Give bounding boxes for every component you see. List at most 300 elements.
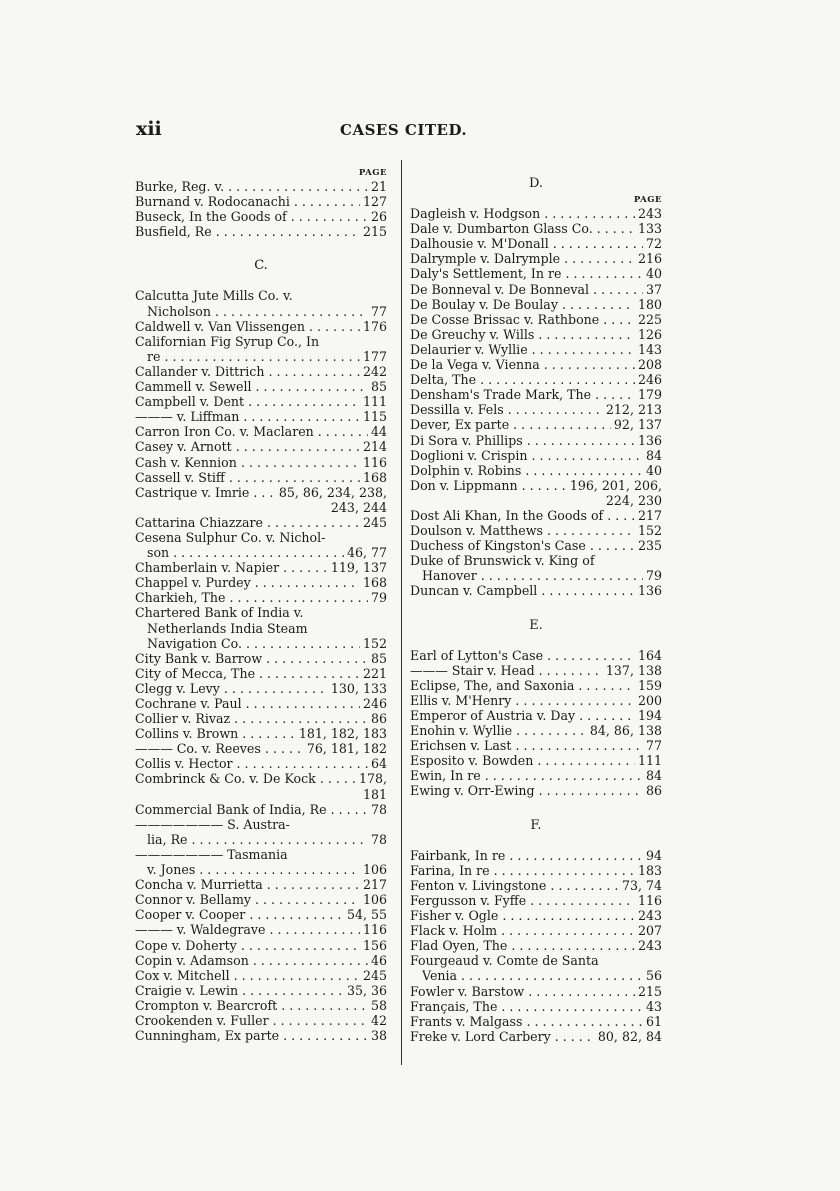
index-entry	[135, 741, 387, 756]
entry-page-refs: 116	[362, 454, 387, 470]
entry-case-name: ——— Stair v. Head . . .	[410, 663, 603, 678]
entry-page-refs: 215	[362, 224, 387, 240]
entry-page-refs: 221	[362, 665, 387, 681]
entry-page-refs: 84	[645, 447, 662, 463]
section-head-c: C.	[254, 258, 268, 274]
index-entry	[135, 194, 387, 209]
entry-page-refs: 80, 82, 84	[597, 1028, 662, 1044]
left-column	[135, 168, 387, 1043]
index-entry	[410, 282, 662, 297]
index-entry	[410, 663, 662, 678]
entry-page-refs: 72	[645, 236, 662, 252]
entry-case-name: Venia . . .	[422, 968, 643, 983]
entry-case-name: ——— Co. v. Reeves . . .	[135, 741, 304, 756]
entry-case-name: Collis v. Hector . . .	[135, 756, 368, 771]
entry-case-name: Collier v. Rivaz . . .	[135, 711, 368, 726]
index-entry	[135, 681, 387, 696]
entry-case-name: Ellis v. M'Henry . . .	[410, 693, 635, 708]
entry-page-refs: 85	[370, 650, 387, 666]
entry-page-refs: 106	[362, 892, 387, 908]
index-entry	[410, 568, 662, 583]
index-entry	[135, 288, 387, 303]
index-entry	[135, 364, 387, 379]
entry-case-name: Hanover . . .	[422, 568, 643, 583]
e-entries	[410, 648, 662, 799]
entry-page-refs: 42	[370, 1012, 387, 1028]
entry-case-name: Buseck, In the Goods of . . .	[135, 209, 368, 224]
entry-page-refs: 79	[645, 568, 662, 584]
entry-case-name: Farina, In re . . .	[410, 863, 635, 878]
index-entry	[135, 862, 387, 877]
entry-page-refs: 94	[645, 847, 662, 863]
entry-page-refs: 126	[637, 326, 662, 342]
index-entry	[410, 221, 662, 236]
entry-page-refs: 61	[645, 1013, 662, 1029]
entry-page-refs: 127	[362, 194, 387, 210]
entry-case-name: re . . .	[147, 349, 360, 364]
index-entry	[410, 357, 662, 372]
entry-case-name: ——— v. Liffman . . .	[135, 409, 360, 424]
index-entry	[135, 938, 387, 953]
index-entry	[410, 433, 662, 448]
index-entry	[135, 771, 387, 786]
entry-case-name: Cattarina Chiazzare . . .	[135, 515, 360, 530]
entry-page-refs: 58	[370, 997, 387, 1013]
entry-page-refs: 245	[362, 514, 387, 530]
entry-case-name: De Greuchy v. Wills . . .	[410, 327, 635, 342]
entry-page-refs: 79	[370, 590, 387, 606]
entry-page-refs: 156	[362, 937, 387, 953]
index-entry	[410, 723, 662, 738]
entry-case-name: Enohin v. Wyllie . . .	[410, 723, 587, 738]
entry-case-name: ——— v. Waldegrave . . .	[135, 922, 360, 937]
entry-page-refs: 73, 74	[621, 877, 662, 893]
index-entry	[410, 938, 662, 953]
index-entry	[135, 304, 387, 319]
entry-page-refs: 115	[362, 409, 387, 425]
index-entry	[410, 708, 662, 723]
index-entry	[135, 179, 387, 194]
entry-case-name: Nicholson . . .	[147, 304, 368, 319]
entry-page-refs: 159	[637, 677, 662, 693]
entry-page-refs: 111	[637, 753, 662, 769]
entry-case-name: Copin v. Adamson . . .	[135, 953, 368, 968]
entry-case-name: Français, The . . .	[410, 999, 643, 1014]
entry-case-name: son . . .	[147, 545, 344, 560]
entry-case-name: Dalhousie v. M'Donall . . .	[410, 236, 643, 251]
entry-case-name: Fisher v. Ogle . . .	[410, 908, 635, 923]
entry-case-name: Combrinck & Co. v. De Kock . . .	[135, 771, 356, 786]
index-entry	[135, 560, 387, 575]
entry-page-refs: 136	[637, 583, 662, 599]
entry-case-name: Chamberlain v. Napier . . .	[135, 560, 328, 575]
entry-case-name: City of Mecca, The . . .	[135, 666, 360, 681]
entry-page-refs: 194	[637, 708, 662, 723]
entry-page-refs: 56	[645, 968, 662, 984]
entry-case-name: Concha v. Murrietta . . .	[135, 877, 360, 892]
entry-page-refs: 243	[637, 206, 662, 222]
entry-page-refs: 40	[645, 462, 662, 478]
entry-case-name: Fairbank, In re . . .	[410, 848, 643, 863]
entry-page-refs: 85	[370, 379, 387, 395]
index-entry	[410, 738, 662, 753]
entry-page-refs: 38	[370, 1028, 387, 1044]
index-entry	[135, 334, 387, 349]
index-entry	[135, 394, 387, 409]
index-entry	[410, 523, 662, 538]
entry-page-refs: 216	[637, 251, 662, 267]
entry-case-name: Dolphin v. Robins . . .	[410, 463, 643, 478]
index-entry	[135, 621, 387, 636]
entry-page-refs: 86	[645, 783, 662, 799]
entry-case-name: Crompton v. Bearcroft . . .	[135, 998, 368, 1013]
entry-page-refs: 136	[637, 432, 662, 448]
entry-case-name: Netherlands India Steam	[147, 620, 308, 636]
entry-page-refs: 143	[637, 341, 662, 357]
column-divider	[401, 160, 402, 1065]
entry-page-refs: 137, 138	[605, 662, 662, 678]
entry-case-name: Callander v. Dittrich . . .	[135, 364, 360, 379]
index-entry	[410, 297, 662, 312]
entry-case-name: Collins v. Brown . . .	[135, 726, 296, 741]
index-entry	[410, 984, 662, 999]
entry-page-refs: 179	[637, 387, 662, 403]
entry-page-refs: 196, 201, 206,	[569, 477, 662, 493]
entry-case-name: Cash v. Kennion . . .	[135, 455, 360, 470]
entry-case-name: Fowler v. Barstow . . .	[410, 984, 635, 999]
entry-case-name: Ewin, In re . . .	[410, 768, 643, 783]
entry-page-refs: 212, 213	[605, 402, 662, 418]
entry-case-name: Earl of Lytton's Case . . .	[410, 648, 635, 663]
entry-case-name: Duke of Brunswick v. King of	[410, 553, 595, 569]
entry-case-name: Di Sora v. Phillips . . .	[410, 433, 635, 448]
index-entry	[135, 409, 387, 424]
entry-page-refs: 243	[637, 908, 662, 924]
entry-case-name: Dost Ali Khan, In the Goods of . . .	[410, 508, 635, 523]
index-entry	[135, 424, 387, 439]
index-entry	[410, 908, 662, 923]
index-entry	[135, 575, 387, 590]
entry-page-refs: 164	[637, 647, 662, 663]
index-entry	[410, 768, 662, 783]
index-entry	[410, 206, 662, 221]
entry-page-refs: 246	[637, 372, 662, 388]
index-entry	[410, 583, 662, 598]
entry-page-refs: 77	[645, 738, 662, 754]
entry-case-name: Duchess of Kingston's Case . . .	[410, 538, 635, 553]
entry-case-name: Eclipse, The, and Saxonia . . .	[410, 678, 635, 693]
entry-case-name: Crookenden v. Fuller . . .	[135, 1013, 368, 1028]
entry-case-name: Fergusson v. Fyffe . . .	[410, 893, 635, 908]
entry-case-name: Flack v. Holm . . .	[410, 923, 635, 938]
entry-page-refs: 243, 244	[330, 499, 387, 515]
index-entry	[135, 877, 387, 892]
index-entry	[135, 530, 387, 545]
entry-page-refs: 207	[637, 923, 662, 939]
entry-case-name: Castrique v. Imrie . . .	[135, 485, 276, 500]
index-entry	[410, 463, 662, 478]
index-entry	[135, 696, 387, 711]
index-entry	[135, 545, 387, 560]
index-entry	[135, 636, 387, 651]
index-entry	[410, 953, 662, 968]
index-entry	[410, 553, 662, 568]
index-entry	[135, 892, 387, 907]
entry-case-name: lia, Re . . .	[147, 832, 368, 847]
index-entry	[410, 236, 662, 251]
index-entry	[410, 878, 662, 893]
entry-page-refs: 106	[362, 862, 387, 878]
entry-page-refs: 21	[370, 179, 387, 194]
index-entry	[410, 753, 662, 768]
entry-case-name: Californian Fig Syrup Co., In	[135, 333, 320, 349]
entry-page-refs: 243	[637, 938, 662, 954]
index-entry	[135, 209, 387, 224]
entry-case-name: Casey v. Arnott . . .	[135, 439, 360, 454]
index-entry	[410, 848, 662, 863]
index-entry	[135, 349, 387, 364]
entry-page-refs: 111	[362, 394, 387, 410]
entry-page-refs: 37	[645, 281, 662, 297]
entry-page-refs: 177	[362, 348, 387, 364]
index-entry	[135, 455, 387, 470]
entry-case-name: Emperor of Austria v. Day . . .	[410, 708, 635, 723]
entry-case-name: Burnand v. Rodocanachi . . .	[135, 194, 360, 209]
entry-case-name: ——————— Tasmania	[135, 846, 288, 862]
index-entry	[410, 783, 662, 798]
entry-case-name: Daly's Settlement, In re . . .	[410, 266, 643, 281]
index-entry	[135, 817, 387, 832]
index-entry	[135, 439, 387, 454]
entry-page-refs: 76, 181, 182	[306, 741, 387, 757]
section-head-e: E.	[529, 617, 543, 633]
entry-page-refs: 26	[370, 209, 387, 225]
index-entry	[410, 251, 662, 266]
index-entry	[410, 327, 662, 342]
entry-page-refs: 78	[370, 831, 387, 847]
entry-case-name: Freke v. Lord Carbery . . .	[410, 1029, 595, 1044]
entry-page-refs: 116	[637, 892, 662, 908]
index-entry	[135, 666, 387, 681]
index-entry	[135, 1028, 387, 1043]
entry-case-name: Densham's Trade Mark, The . . .	[410, 387, 635, 402]
entry-case-name: Caldwell v. Van Vlissengen . . .	[135, 319, 360, 334]
entry-case-name: Connor v. Bellamy . . .	[135, 892, 360, 907]
index-entry	[410, 923, 662, 938]
page-label: PAGE	[358, 168, 387, 178]
entry-page-refs: 224, 230	[605, 492, 662, 508]
entry-case-name: Don v. Lippmann . . .	[410, 478, 567, 493]
entry-page-refs: 245	[362, 967, 387, 983]
index-entry	[135, 515, 387, 530]
entry-case-name: Burke, Reg. v. . . .	[135, 179, 368, 194]
index-entry	[135, 1013, 387, 1028]
index-entry	[135, 983, 387, 998]
entry-page-refs: 242	[362, 363, 387, 379]
entry-case-name: Charkieh, The . . .	[135, 590, 368, 605]
entry-case-name: Cooper v. Cooper . . .	[135, 907, 344, 922]
entry-case-name: Craigie v. Lewin . . .	[135, 983, 344, 998]
entry-case-name: Flad Oyen, The . . .	[410, 938, 635, 953]
entry-case-name: ——————— S. Austra-	[135, 816, 290, 832]
index-entry	[135, 319, 387, 334]
entry-page-refs: 208	[637, 357, 662, 373]
index-entry	[410, 417, 662, 432]
index-entry	[135, 726, 387, 741]
index-entry	[410, 1014, 662, 1029]
entry-page-refs: 168	[362, 575, 387, 591]
entry-page-refs: 176	[362, 318, 387, 334]
index-entry	[135, 500, 387, 515]
index-entry	[135, 485, 387, 500]
index-entry	[410, 893, 662, 908]
section-head-f: F.	[530, 817, 542, 833]
entry-case-name: Carron Iron Co. v. Maclaren . . .	[135, 424, 368, 439]
index-entry	[410, 372, 662, 387]
entry-case-name: Busfield, Re . . .	[135, 224, 360, 239]
index-entry	[410, 266, 662, 281]
index-entry	[410, 312, 662, 327]
entry-case-name: Cesena Sulphur Co. v. Nichol-	[135, 529, 326, 545]
entry-page-refs: 225	[637, 311, 662, 327]
index-entry	[410, 508, 662, 523]
entry-page-refs: 181	[362, 786, 387, 802]
index-entry	[410, 863, 662, 878]
b-entries	[135, 179, 387, 239]
entry-case-name: Dever, Ex parte . . .	[410, 417, 611, 432]
entry-page-refs: 85, 86, 234, 238,	[278, 484, 387, 500]
index-entry	[135, 922, 387, 937]
index-entry	[410, 999, 662, 1014]
page-folio: xii	[136, 118, 162, 140]
entry-case-name: Calcutta Jute Mills Co. v.	[135, 288, 293, 304]
entry-page-refs: 246	[362, 696, 387, 711]
entry-case-name: Campbell v. Dent . . .	[135, 394, 360, 409]
index-entry	[135, 379, 387, 394]
entry-page-refs: 46	[370, 952, 387, 968]
page-label: PAGE	[633, 195, 662, 206]
index-entry	[410, 968, 662, 983]
entry-case-name: Delaurier v. Wyllie . . .	[410, 342, 635, 357]
entry-case-name: Chartered Bank of India v.	[135, 605, 304, 621]
index-entry	[135, 847, 387, 862]
entry-case-name: De Boulay v. De Boulay . . .	[410, 297, 635, 312]
index-entry	[135, 711, 387, 726]
entry-page-refs: 54, 55	[346, 907, 387, 923]
entry-page-refs: 86	[370, 711, 387, 727]
entry-page-refs: 168	[362, 469, 387, 485]
entry-page-refs: 116	[362, 922, 387, 938]
entry-page-refs: 119, 137	[330, 560, 387, 576]
entry-case-name: Fourgeaud v. Comte de Santa	[410, 953, 599, 969]
entry-case-name: Chappel v. Purdey . . .	[135, 575, 360, 590]
entry-case-name: Cammell v. Sewell . . .	[135, 379, 368, 394]
index-entry	[135, 953, 387, 968]
entry-page-refs: 183	[637, 862, 662, 878]
index-entry	[135, 802, 387, 817]
entry-case-name: Ewing v. Orr-Ewing . . .	[410, 783, 643, 798]
entry-page-refs: 40	[645, 266, 662, 282]
entry-case-name: Dessilla v. Fels . . .	[410, 402, 603, 417]
entry-case-name: Doulson v. Matthews . . .	[410, 523, 635, 538]
entry-page-refs: 44	[370, 424, 387, 440]
entry-page-refs: 235	[637, 538, 662, 554]
entry-case-name: Dalrymple v. Dalrymple . . .	[410, 251, 635, 266]
entry-page-refs: 78	[370, 801, 387, 817]
index-entry	[410, 1029, 662, 1044]
index-entry	[135, 832, 387, 847]
entry-case-name: Navigation Co. . . .	[147, 636, 360, 651]
index-entry	[135, 756, 387, 771]
section-head-d: D.	[528, 176, 544, 191]
entry-case-name: Cox v. Mitchell . . .	[135, 968, 360, 983]
entry-case-name: De Cosse Brissac v. Rathbone . . .	[410, 312, 635, 327]
index-entry	[135, 968, 387, 983]
entry-case-name: De Bonneval v. De Bonneval . . .	[410, 282, 643, 297]
d-entries	[410, 206, 662, 598]
entry-page-refs: 217	[637, 507, 662, 523]
entry-case-name: Erichsen v. Last . . .	[410, 738, 643, 753]
entry-case-name: Dale v. Dumbarton Glass Co. . . .	[410, 221, 635, 236]
entry-page-refs: 84	[645, 768, 662, 784]
index-entry	[135, 224, 387, 239]
index-entry	[410, 678, 662, 693]
entry-page-refs: 152	[637, 523, 662, 539]
entry-page-refs: 77	[370, 303, 387, 319]
index-entry	[410, 402, 662, 417]
index-entry	[135, 590, 387, 605]
entry-page-refs: 180	[637, 296, 662, 312]
entry-case-name: City Bank v. Barrow . . .	[135, 651, 368, 666]
entry-case-name: Cope v. Doherty . . .	[135, 938, 360, 953]
entry-case-name: De la Vega v. Vienna . . .	[410, 357, 635, 372]
entry-page-refs: 84, 86, 138	[589, 723, 662, 739]
index-entry	[410, 693, 662, 708]
index-entry	[135, 470, 387, 485]
f-entries	[410, 848, 662, 1044]
entry-page-refs: 152	[362, 635, 387, 651]
entry-page-refs: 46, 77	[346, 545, 387, 561]
index-entry	[410, 478, 662, 493]
entry-page-refs: 64	[370, 756, 387, 772]
entry-page-refs: 217	[362, 877, 387, 893]
entry-case-name: Clegg v. Levy . . .	[135, 681, 328, 696]
entry-case-name: Esposito v. Bowden . . .	[410, 753, 635, 768]
entry-page-refs: 178,	[358, 771, 387, 787]
index-entry	[135, 651, 387, 666]
c-entries	[135, 288, 387, 1043]
entry-page-refs: 130, 133	[330, 680, 387, 696]
entry-page-refs: 181, 182, 183	[298, 726, 387, 742]
index-entry	[410, 648, 662, 663]
entry-case-name: v. Jones . . .	[147, 862, 360, 877]
entry-case-name: Doglioni v. Crispin . . .	[410, 448, 643, 463]
entry-page-refs: 43	[645, 998, 662, 1014]
entry-case-name: Commercial Bank of India, Re . . .	[135, 802, 368, 817]
entry-case-name: Delta, The . . .	[410, 372, 635, 387]
index-entry	[135, 605, 387, 620]
running-head: CASES CITED.	[340, 121, 468, 139]
entry-page-refs: 215	[637, 983, 662, 999]
entry-case-name: Dagleish v. Hodgson . . .	[410, 206, 635, 221]
entry-case-name: Duncan v. Campbell . . .	[410, 583, 635, 598]
entry-case-name: Cunningham, Ex parte . . .	[135, 1028, 368, 1043]
entry-case-name: Cassell v. Stiff . . .	[135, 470, 360, 485]
entry-case-name: Fenton v. Livingstone . . .	[410, 878, 619, 893]
index-entry	[410, 342, 662, 357]
index-entry	[135, 998, 387, 1013]
index-entry	[410, 448, 662, 463]
